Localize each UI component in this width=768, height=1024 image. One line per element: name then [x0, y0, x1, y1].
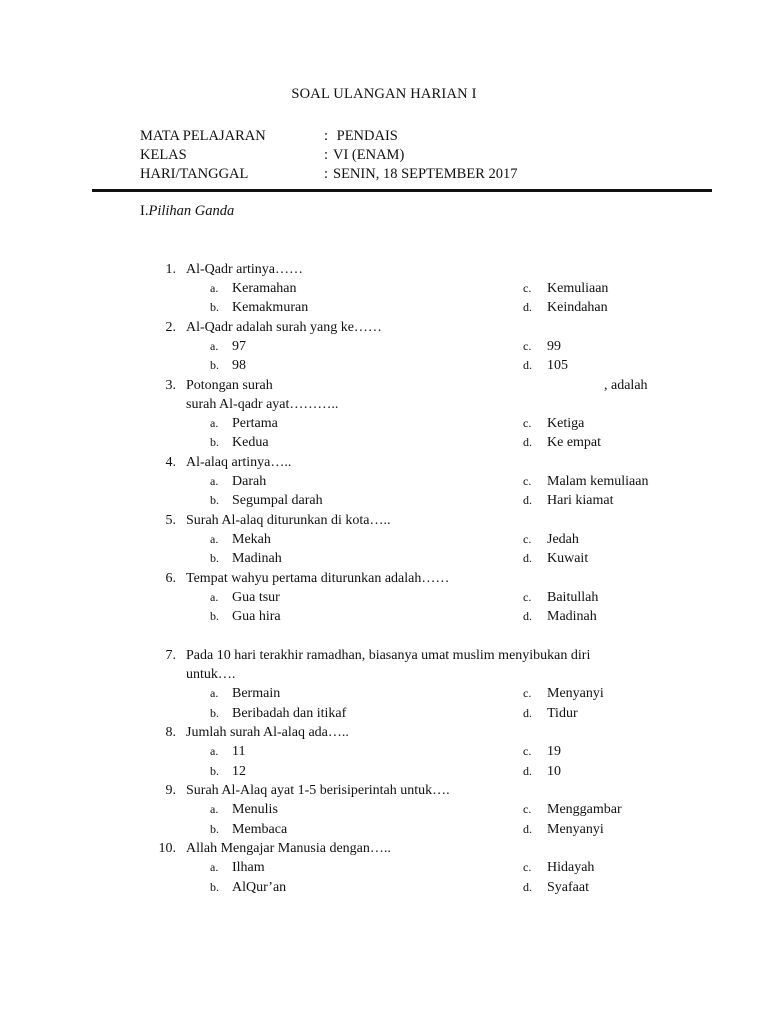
- option-letter-d: d.: [523, 435, 532, 449]
- info-value: PENDAIS: [333, 128, 398, 144]
- question-number: 8.: [165, 725, 176, 740]
- option-row: [0, 530, 768, 549]
- question-text: Al-Qadr adalah surah yang ke……: [186, 320, 382, 335]
- info-colon: :: [324, 128, 329, 144]
- info-value: VI (ENAM): [333, 147, 405, 163]
- option-letter-c: c.: [523, 416, 532, 430]
- option-row: [0, 704, 768, 723]
- option-letter-a: a.: [210, 802, 219, 816]
- option-letter-a: a.: [210, 744, 219, 758]
- question-row: [0, 318, 768, 337]
- option-a: Menulis: [232, 802, 278, 817]
- question-row: [0, 646, 768, 665]
- question-number: 6.: [165, 571, 176, 586]
- option-letter-b: b.: [210, 764, 219, 778]
- option-c: 19: [547, 744, 561, 759]
- option-d: Ke empat: [547, 435, 602, 450]
- option-letter-b: b.: [210, 493, 219, 507]
- option-letter-c: c.: [523, 860, 532, 874]
- option-a: Bermain: [232, 686, 281, 701]
- question-text: Al-alaq artinya…..: [186, 455, 292, 470]
- option-letter-b: b.: [210, 358, 219, 372]
- option-row: [0, 433, 768, 452]
- question-text: Potongan surah: [186, 378, 273, 393]
- question-number: 9.: [165, 783, 176, 798]
- option-letter-d: d.: [523, 551, 532, 565]
- info-colon: :: [324, 147, 329, 163]
- option-letter-a: a.: [210, 281, 219, 295]
- option-b: Kemakmuran: [232, 300, 309, 315]
- option-letter-a: a.: [210, 532, 219, 546]
- option-d: Hari kiamat: [547, 493, 614, 508]
- option-a: 11: [232, 744, 246, 759]
- question-row: [0, 376, 768, 395]
- option-b: Beribadah dan itikaf: [232, 706, 347, 721]
- option-b: Gua hira: [232, 609, 281, 624]
- option-c: Menyanyi: [547, 686, 604, 701]
- info-colon: :: [324, 166, 329, 182]
- question-number: 3.: [165, 378, 176, 393]
- question-row: [0, 453, 768, 472]
- option-letter-c: c.: [523, 474, 532, 488]
- option-c: Malam kemuliaan: [547, 474, 649, 489]
- question-row: [0, 781, 768, 800]
- option-row: [0, 762, 768, 781]
- option-letter-c: c.: [523, 532, 532, 546]
- option-a: Keramahan: [232, 281, 297, 296]
- option-letter-b: b.: [210, 822, 219, 836]
- question-number: 5.: [165, 513, 176, 528]
- option-row: [0, 820, 768, 839]
- option-letter-c: c.: [523, 339, 532, 353]
- option-row: [0, 549, 768, 568]
- question-text: Al-Qadr artinya……: [186, 262, 304, 277]
- option-b: 12: [232, 764, 246, 779]
- question-text: surah Al-qadr ayat………..: [186, 397, 339, 412]
- option-letter-a: a.: [210, 686, 219, 700]
- question-continuation: [0, 665, 768, 684]
- option-letter-a: a.: [210, 860, 219, 874]
- option-row: [0, 858, 768, 877]
- option-d: Madinah: [547, 609, 597, 624]
- question-number: 1.: [165, 262, 176, 277]
- section-prefix: I.: [140, 203, 149, 219]
- question-text: untuk….: [186, 667, 236, 682]
- question-number: 2.: [165, 320, 176, 335]
- option-c: Kemuliaan: [547, 281, 609, 296]
- option-a: 97: [232, 339, 246, 354]
- option-letter-d: d.: [523, 358, 532, 372]
- option-d: Kuwait: [547, 551, 589, 566]
- question-text: Allah Mengajar Manusia dengan…..: [186, 841, 391, 856]
- option-b: Madinah: [232, 551, 282, 566]
- option-letter-d: d.: [523, 706, 532, 720]
- option-a: Ilham: [232, 860, 265, 875]
- info-label: KELAS: [140, 147, 187, 163]
- info-label: MATA PELAJARAN: [140, 128, 266, 144]
- option-row: [0, 742, 768, 761]
- option-row: [0, 800, 768, 819]
- option-letter-b: b.: [210, 551, 219, 565]
- option-d: 105: [547, 358, 568, 373]
- option-letter-d: d.: [523, 300, 532, 314]
- option-letter-c: c.: [523, 744, 532, 758]
- section-heading: [140, 203, 234, 220]
- option-letter-a: a.: [210, 474, 219, 488]
- option-letter-a: a.: [210, 416, 219, 430]
- option-c: 99: [547, 339, 561, 354]
- option-row: [0, 356, 768, 375]
- question-row: [0, 723, 768, 742]
- question-continuation: [0, 395, 768, 414]
- question-text: Pada 10 hari terakhir ramadhan, biasanya umat muslim menyibukan diri: [186, 648, 591, 663]
- option-row: [0, 588, 768, 607]
- info-value: SENIN, 18 SEPTEMBER 2017: [333, 166, 518, 182]
- question-number: 10.: [158, 841, 176, 856]
- question-text: Tempat wahyu pertama diturunkan adalah……: [186, 571, 450, 586]
- option-c: Ketiga: [547, 416, 585, 431]
- option-letter-b: b.: [210, 300, 219, 314]
- question-row: [0, 511, 768, 530]
- question-number: 7.: [165, 648, 176, 663]
- option-b: Kedua: [232, 435, 269, 450]
- option-d: Keindahan: [547, 300, 608, 315]
- question-text: Surah Al-alaq diturunkan di kota…..: [186, 513, 391, 528]
- option-letter-c: c.: [523, 802, 532, 816]
- option-c: Menggambar: [547, 802, 622, 817]
- option-row: [0, 684, 768, 703]
- question-row: [0, 260, 768, 279]
- option-letter-b: b.: [210, 880, 219, 894]
- option-letter-a: a.: [210, 590, 219, 604]
- option-row: [0, 298, 768, 317]
- option-letter-d: d.: [523, 764, 532, 778]
- option-letter-b: b.: [210, 609, 219, 623]
- option-b: AlQur’an: [232, 880, 287, 895]
- option-letter-d: d.: [523, 880, 532, 894]
- option-d: Menyanyi: [547, 822, 604, 837]
- option-letter-a: a.: [210, 339, 219, 353]
- header-divider: [92, 189, 712, 192]
- option-row: [0, 279, 768, 298]
- option-d: Tidur: [547, 706, 578, 721]
- option-a: Darah: [232, 474, 267, 489]
- option-letter-b: b.: [210, 706, 219, 720]
- option-letter-c: c.: [523, 590, 532, 604]
- option-row: [0, 878, 768, 897]
- option-c: Jedah: [547, 532, 579, 547]
- option-a: Gua tsur: [232, 590, 280, 605]
- option-letter-b: b.: [210, 435, 219, 449]
- option-a: Mekah: [232, 532, 271, 547]
- option-row: [0, 491, 768, 510]
- option-b: 98: [232, 358, 246, 373]
- option-d: Syafaat: [547, 880, 589, 895]
- exam-title: SOAL ULANGAN HARIAN I: [291, 86, 477, 102]
- info-label: HARI/TANGGAL: [140, 166, 249, 182]
- option-d: 10: [547, 764, 561, 779]
- question-number: 4.: [165, 455, 176, 470]
- option-row: [0, 607, 768, 626]
- option-letter-c: c.: [523, 686, 532, 700]
- option-row: [0, 337, 768, 356]
- option-letter-c: c.: [523, 281, 532, 295]
- question-text: Surah Al-Alaq ayat 1-5 berisiperintah untuk….: [186, 783, 450, 798]
- option-c: Hidayah: [547, 860, 595, 875]
- question-row: [0, 569, 768, 588]
- option-row: [0, 414, 768, 433]
- question-text: Jumlah surah Al-alaq ada…..: [186, 725, 349, 740]
- option-letter-d: d.: [523, 822, 532, 836]
- question-text-tail: , adalah: [604, 378, 648, 393]
- option-b: Membaca: [232, 822, 288, 837]
- option-letter-d: d.: [523, 493, 532, 507]
- section-title: Pilihan Ganda: [148, 203, 235, 219]
- option-row: [0, 472, 768, 491]
- option-letter-d: d.: [523, 609, 532, 623]
- question-row: [0, 839, 768, 858]
- option-a: Pertama: [232, 416, 278, 431]
- option-b: Segumpal darah: [232, 493, 323, 508]
- option-c: Baitullah: [547, 590, 599, 605]
